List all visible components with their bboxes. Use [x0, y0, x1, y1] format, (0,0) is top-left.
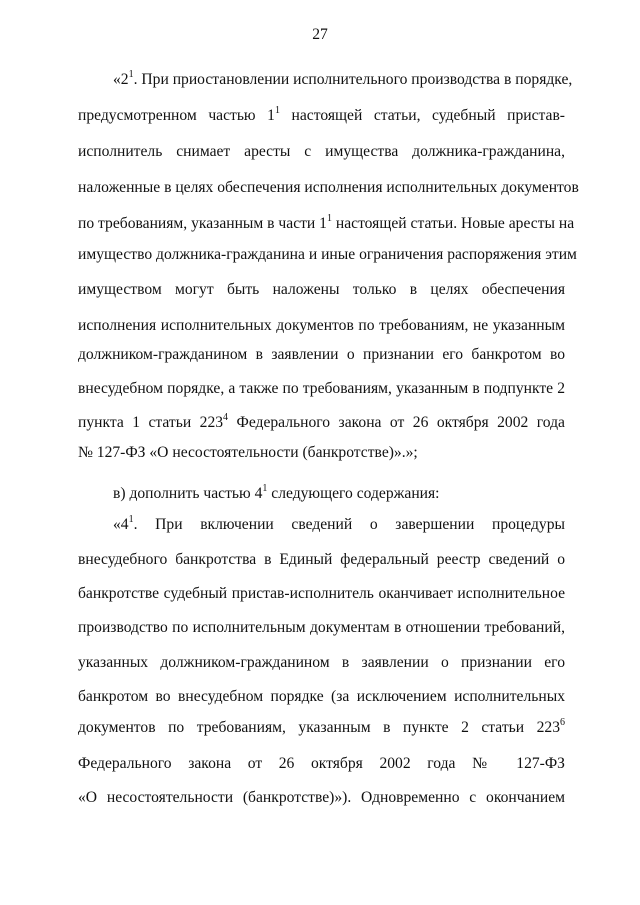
text-line: указанных должником-гражданином в заявлении о признании его — [78, 654, 565, 671]
text-line: «О несостоятельности (банкротстве)»). Одновременно с окончанием — [78, 789, 565, 806]
text-line: в) дополнить частью $4^1$ следующего содержания: — [113, 482, 440, 502]
text-line: исполнитель снимает аресты с имущества должника-гражданина, — [78, 143, 565, 160]
text-line: № 127-ФЗ «О несостоятельности (банкротстве)».»; — [78, 444, 418, 461]
text-line: «$4^1$. При включении сведений о завершении процедуры — [113, 513, 565, 533]
text-line: имуществом могут быть наложены только в целях обеспечения — [78, 281, 565, 298]
text-line: документов по требованиям, указанным в пункте 2 статьи $223^6$ — [78, 716, 565, 736]
text-line: банкротом во внесудебном порядке (за исключением исполнительных — [78, 688, 565, 705]
text-line: должником-гражданином в заявлении о признании его банкротом во — [78, 346, 565, 363]
text-line: пункта 1 статьи $223^4$ Федерального закона от 26 октября 2002 года — [78, 411, 565, 431]
text-line: банкротстве судебный пристав-исполнитель оканчивает исполнительное — [78, 585, 565, 602]
text-line: Федерального закона от 26 октября 2002 года № 127-ФЗ — [78, 755, 565, 772]
text-line: внесудебном порядке, а также по требованиям, указанным в подпункте 2 — [78, 380, 565, 397]
text-line: «$2^1$. При приостановлении исполнительного производства в порядке, — [113, 68, 573, 88]
text-line: исполнения исполнительных документов по требованиям, не указанным — [78, 317, 565, 334]
text-line: наложенные в целях обеспечения исполнения исполнительных документов — [78, 179, 579, 196]
text-line: производство по исполнительным документам в отношении требований, — [78, 619, 565, 636]
text-line: имущество должника-гражданина и иные ограничения распоряжения этим — [78, 246, 577, 263]
page-number: 27 — [312, 26, 328, 43]
text-line: внесудебного банкротства в Единый федеральный реестр сведений о — [78, 551, 565, 568]
text-line: предусмотренном частью $1^1$ настоящей статьи, судебный пристав- — [78, 104, 566, 124]
text-line: по требованиям, указанным в части $1^1$ настоящей статьи. Новые аресты на — [78, 212, 575, 232]
